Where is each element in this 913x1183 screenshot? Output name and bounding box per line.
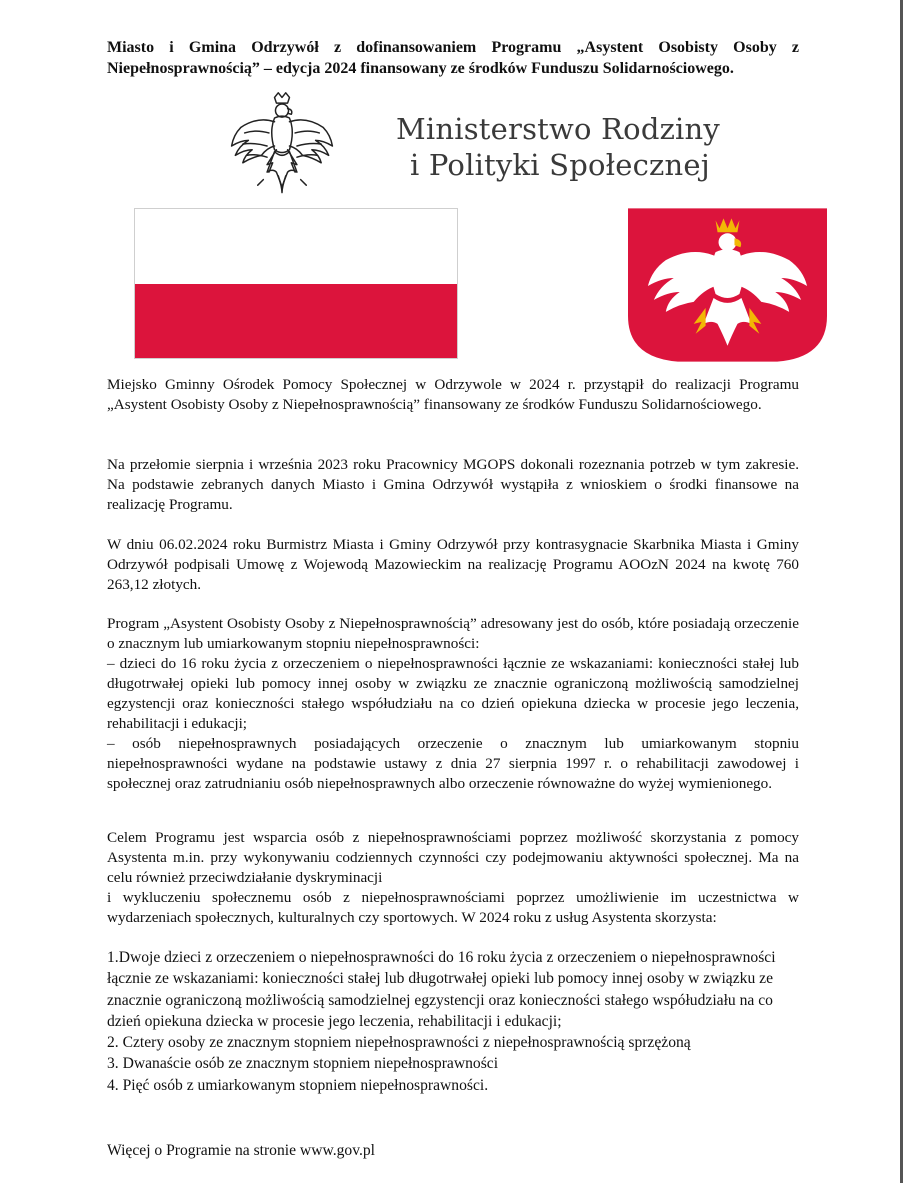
goal-part1: Celem Programu jest wsparcia osób z niepełnosprawnościami poprzez możliwość skorzystania z pomocy Asystenta m.in. przy wykonywaniu codziennych czynności czy podejmowaniu aktywności społecznej. Ma na celu również przeciwdziałanie dyskryminacji — [107, 829, 799, 886]
ministry-name-line2: i Polityki Społecznej — [410, 148, 710, 182]
goal-part2: i wykluczeniu społecznemu osób z niepełnosprawnościami poprzez umożliwienie im uczestnictwa w wydarzeniach społecznych, kulturalnych czy sportowych. W 2024 roku z usług Asystenta skorzysta: — [107, 889, 799, 926]
recipients-intro: Program „Asystent Osobisty Osoby z Niepełnosprawnością” adresowany jest do osób, które posiadają orzeczenie o znacznym lub umiarkowanym stopniu niepełnosprawności: — [107, 615, 799, 652]
paragraph-program-joined: Miejsko Gminny Ośrodek Pomocy Społecznej w Odrzywole w 2024 r. przystąpił do realizacji Programu „Asystent Osobisty Osoby z Niepełnosprawnością” finansowany ze środków Funduszu Solidarnościowego. — [107, 376, 799, 413]
document-heading: Miasto i Gmina Odrzywół z dofinansowaniem Programu „Asystent Osobisty Osoby z Niepełnosprawnością” – edycja 2024 finansowany ze środków Funduszu Solidarnościowego. — [107, 39, 799, 77]
ministry-name-line1: Ministerstwo Rodziny — [396, 112, 720, 146]
eagle-outline-icon — [226, 90, 338, 202]
polish-flag — [134, 208, 458, 359]
list-item: 4. Pięć osób z umiarkowanym stopniem niepełnosprawności. — [107, 1076, 489, 1094]
recipients-children: – dzieci do 16 roku życia z orzeczeniem o niepełnosprawności łącznie ze wskazaniami: konieczności stałej lub długotrwałej opieki lub pomocy innej osoby w związku ze znacznie ograniczoną możliwością samodzielnej egzystencji oraz konieczności stałego współudziału na co dzień opiekuna dziecka w procesie jego leczenia, rehabilitacji i edukacji; — [107, 655, 799, 732]
paragraph-needs-assessment: Na przełomie sierpnia i września 2023 roku Pracownicy MGOPS dokonali rozeznania potrzeb w tym zakresie. Na podstawie zebranych danych Miasto i Gmina Odrzywół wystąpiła z wnioskiem o środki finansowe na realizację Programu. — [107, 456, 799, 513]
recipients-adults: – osób niepełnosprawnych posiadających orzeczenie o znacznym lub umiarkowanym stopniu niepełnosprawności wydane na podstawie ustawy z dnia 27 sierpnia 1997 r. o rehabilitacji zawodowej i społecznej oraz zatrudnianiu osób niepełnosprawnych albo orzeczenie równoważne do wyżej wymienionego. — [107, 735, 799, 792]
footer-more-info: Więcej o Programie na stronie www.gov.pl — [107, 1142, 376, 1159]
list-item: 2. Cztery osoby ze znacznym stopniem niepełnosprawności z niepełnosprawnością sprzężoną — [107, 1034, 691, 1052]
flag-red-stripe — [135, 284, 457, 359]
paragraph-agreement: W dniu 06.02.2024 roku Burmistrz Miasta i Gminy Odrzywół przy kontrasygnacie Skarbnika Miasta i Gminy Odrzywół podpisali Umowę z Wojewodą Mazowieckim na realizację Programu AOOzN 2024 na kwotę 760 263,12 złotych. — [107, 536, 799, 593]
flag-white-stripe — [135, 209, 457, 284]
paragraph-program-goal — [107, 828, 799, 928]
ministry-logo-text — [396, 111, 720, 183]
coat-of-arms-icon — [628, 208, 827, 366]
page-edge-divider — [900, 0, 903, 1183]
list-item: 3. Dwanaście osób ze znacznym stopniem niepełnosprawności — [107, 1055, 499, 1073]
list-item: 1.Dwoje dzieci z orzeczeniem o niepełnosprawności do 16 roku życia z orzeczeniem o niepełnosprawności łącznie ze wskazaniami: konieczności stałej lub długotrwałej opieki lub pomocy innej osoby w związku ze znacznie ograniczoną możliwością samodzielnej egzystencji oraz konieczności stałego współudziału na co dzień opiekuna dziecka w procesie jego leczenia, rehabilitacji i edukacji; — [107, 949, 776, 1030]
paragraph-program-recipients — [107, 614, 799, 794]
beneficiaries-list — [107, 947, 807, 1096]
